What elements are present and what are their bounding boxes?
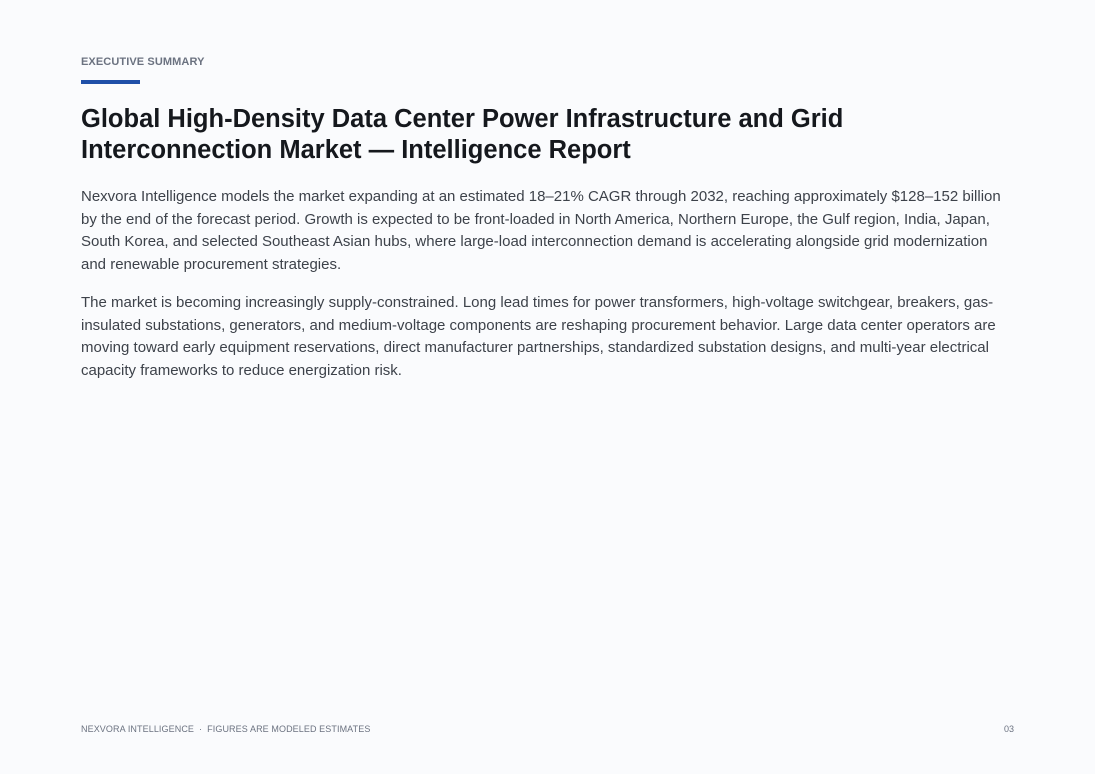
page-number: 03 xyxy=(1003,724,1014,734)
page-title-line-2: Interconnection Market — Intelligence Report xyxy=(81,136,631,164)
page-title-line-1: Global High-Density Data Center Power Infrastructure and Grid xyxy=(81,105,844,133)
footer-note xyxy=(81,724,370,734)
section-label: EXECUTIVE SUMMARY xyxy=(81,56,205,68)
summary-paragraph-2: The market is becoming increasingly supply-constrained. Long lead times for power transformers, high-voltage switchgear, breakers, gas-insulated substations, generators, and medium-voltage components are reshaping procurement behavior. Large data center operators are moving toward early equipment reservations, direct manufacturer partnerships, standardized substation designs, and multi-year electrical capacity frameworks to reduce energization risk. xyxy=(81,294,996,380)
footer-brand: NEXVORA INTELLIGENCE xyxy=(81,724,195,734)
footer-disclaimer: FIGURES ARE MODELED ESTIMATES xyxy=(207,724,371,734)
report-page xyxy=(81,0,1014,774)
page-title xyxy=(81,104,981,166)
footer-separator: · xyxy=(199,724,203,734)
summary-paragraph-1: Nexvora Intelligence models the market expanding at an estimated 18–21% CAGR through 2032, reaching approximately $128–152 billion by the end of the forecast period. Growth is expected to be front-loaded in North America, Northern Europe, the Gulf region, India, Japan, South Korea, and selected Southeast Asian hubs, where large-load interconnection demand is accelerating alongside grid modernization and renewable procurement strategies. xyxy=(81,188,1001,274)
accent-bar xyxy=(81,80,140,84)
